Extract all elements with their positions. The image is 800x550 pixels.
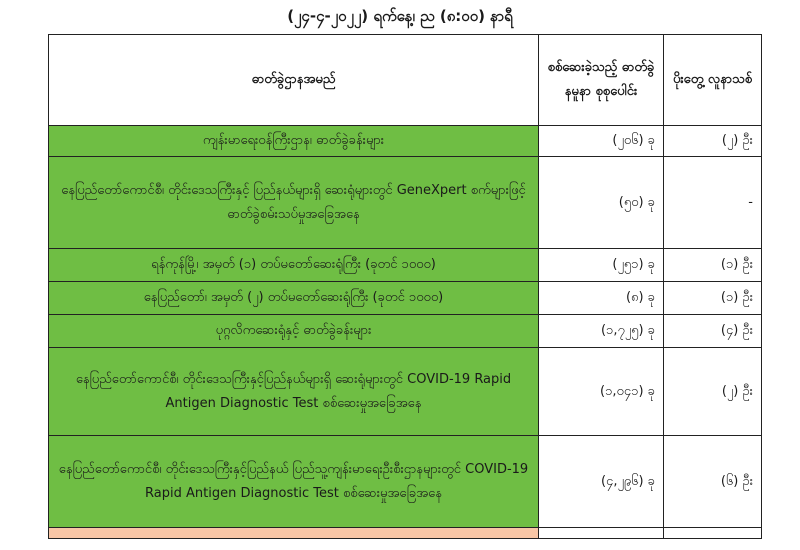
table-row — [49, 315, 762, 348]
column-header-new-positive: ပိုးတွေ့ လူနာသစ် — [664, 35, 762, 126]
total-positive-cell — [664, 528, 762, 539]
row-lab-name: ပုဂ္ဂလိကဆေးရုံနှင့် ဓာတ်ခွဲခန်းများ — [49, 315, 539, 348]
row-sample-count: (၁,၇၂၅) ခု — [539, 315, 664, 348]
table-row — [49, 436, 762, 528]
total-row-partial — [49, 528, 762, 539]
table-row — [49, 126, 762, 157]
table-row — [49, 157, 762, 249]
row-positive-count: - — [664, 157, 762, 249]
column-header-lab-name: ဓာတ်ခွဲဌာနအမည် — [49, 35, 539, 126]
row-lab-name: နေပြည်တော်ကောင်စီ၊ တိုင်းဒေသကြီးနှင့်ပြည်နယ်များရှိ ဆေးရုံများတွင် COVID-19 Rapid Antigen Diagnostic Test စစ်ဆေးမှုအခြေအနေ — [49, 348, 539, 436]
column-header-sample-count: စစ်ဆေးခဲ့သည့် ဓာတ်ခွဲနမူနာ စုစုပေါင်း — [539, 35, 664, 126]
table-row — [49, 249, 762, 282]
row-lab-name: နေပြည်တော်ကောင်စီ၊ တိုင်းဒေသကြီးနှင့် ပြည်နယ်များရှိ ဆေးရုံများတွင် GeneXpert စက်များဖြင့် ဓာတ်ခွဲစမ်းသပ်မှုအခြေအနေ — [49, 157, 539, 249]
row-lab-name: နေပြည်တော်၊ အမှတ် (၂) တပ်မတော်ဆေးရုံကြီး (ခုတင် ၁၀၀၀) — [49, 282, 539, 315]
row-positive-count: (၂) ဦး — [664, 348, 762, 436]
row-lab-name: ရန်ကုန်မြို့၊ အမှတ် (၁) တပ်မတော်ဆေးရုံကြီး (ခုတင် ၁၀၀၀) — [49, 249, 539, 282]
row-sample-count: (၁,၀၄၁) ခု — [539, 348, 664, 436]
row-sample-count: (၈) ခု — [539, 282, 664, 315]
total-count-cell — [539, 528, 664, 539]
row-positive-count: (၁) ဦး — [664, 249, 762, 282]
row-sample-count: (၂၀၆) ခု — [539, 126, 664, 157]
total-label-cell — [49, 528, 539, 539]
row-lab-name: နေပြည်တော်ကောင်စီ၊ တိုင်းဒေသကြီးနှင့်ပြည်နယ် ပြည်သူ့ကျန်းမာရေးဦးစီးဌာနများတွင် COVID-19 Rapid Antigen Diagnostic Test စစ်ဆေးမှုအခြေအနေ — [49, 436, 539, 528]
row-positive-count: (၂) ဦး — [664, 126, 762, 157]
row-positive-count: (၆) ဦး — [664, 436, 762, 528]
report-date-subtitle: (၂၄-၄-၂၀၂၂) ရက်နေ့၊ ည (၈:၀၀) နာရီ — [287, 7, 513, 25]
table-header-row — [49, 35, 762, 126]
row-sample-count: (၂၅၁) ခု — [539, 249, 664, 282]
row-sample-count: (၅၀) ခု — [539, 157, 664, 249]
row-positive-count: (၁) ဦး — [664, 282, 762, 315]
row-positive-count: (၄) ဦး — [664, 315, 762, 348]
row-sample-count: (၄,၂၉၆) ခု — [539, 436, 664, 528]
row-lab-name: ကျန်းမာရေးဝန်ကြီးဌာန၊ ဓာတ်ခွဲခန်းများ — [49, 126, 539, 157]
lab-testing-table — [48, 34, 762, 539]
table-row — [49, 348, 762, 436]
table-row — [49, 282, 762, 315]
